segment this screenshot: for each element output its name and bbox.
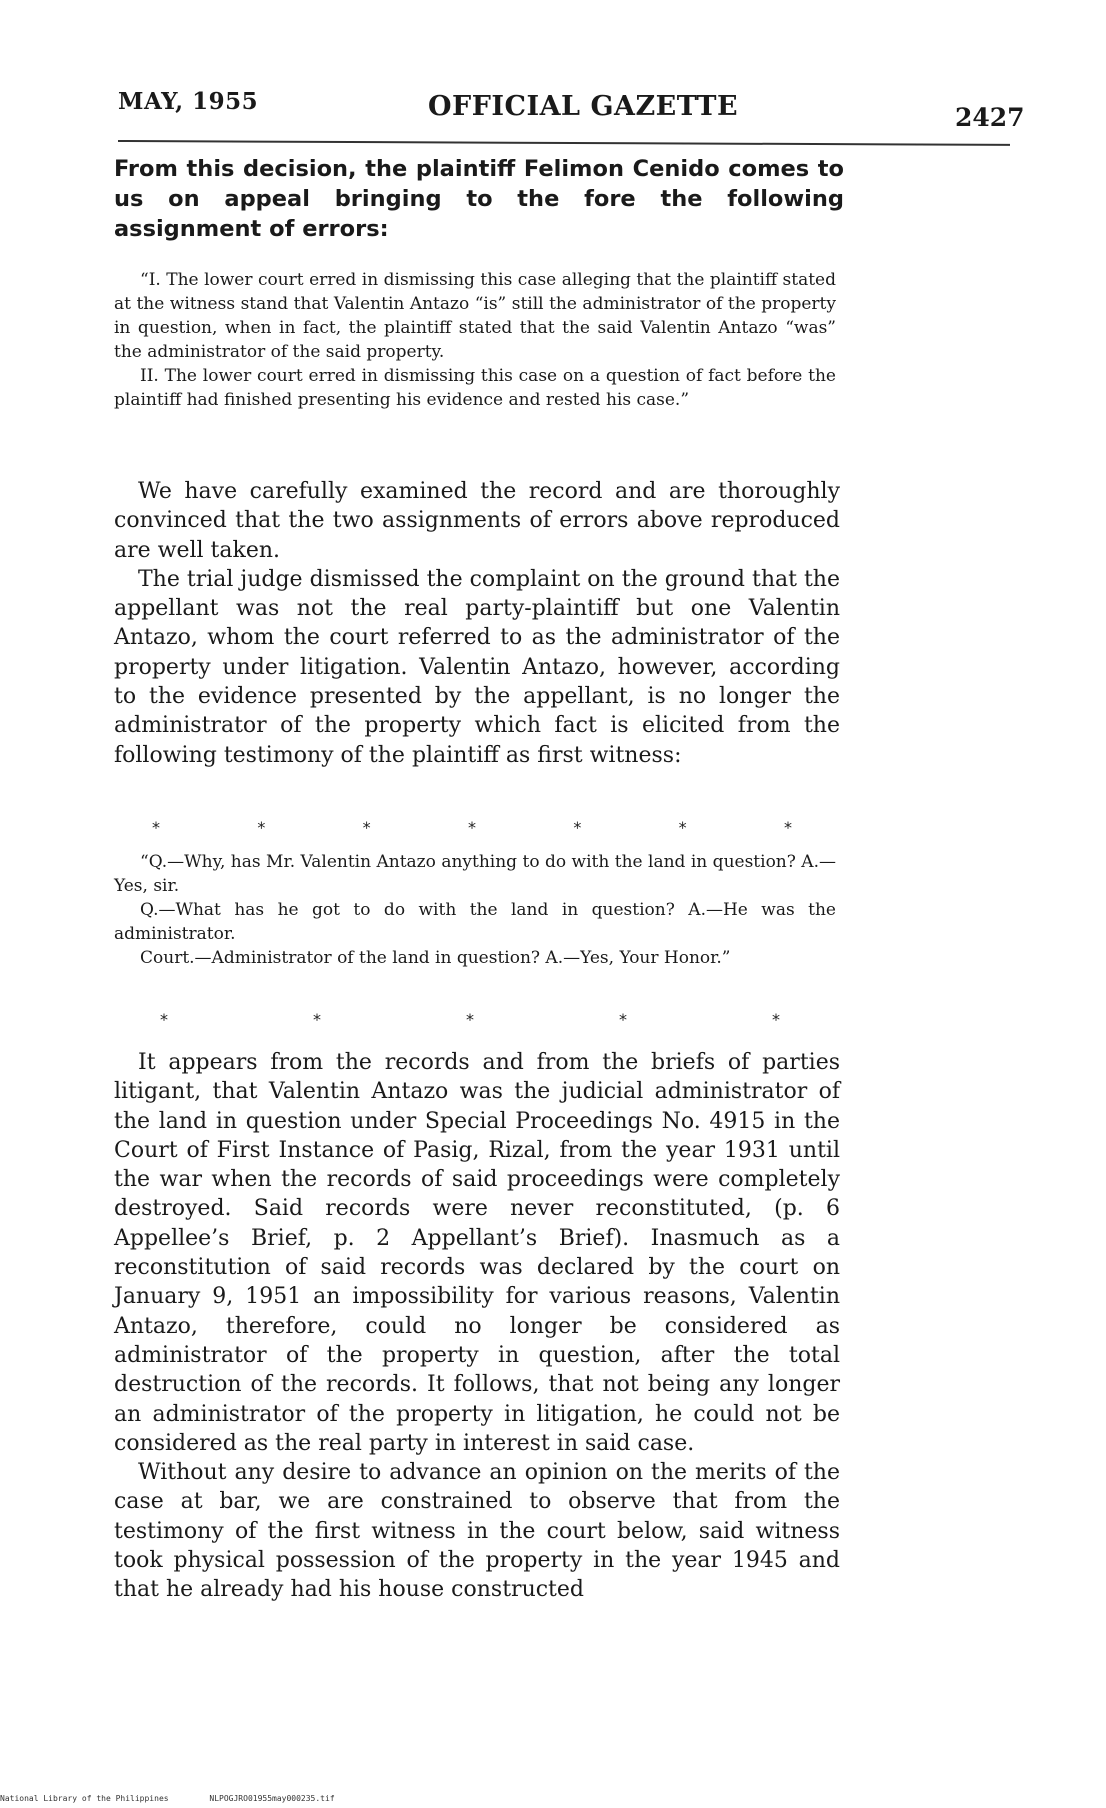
star: * bbox=[783, 818, 792, 837]
ellipsis-stars bbox=[152, 818, 792, 837]
star: * bbox=[160, 1010, 168, 1029]
star: * bbox=[678, 818, 687, 837]
star: * bbox=[362, 818, 371, 837]
ellipsis-stars bbox=[160, 1010, 780, 1029]
header-date: MAY, 1955 bbox=[118, 88, 259, 115]
star: * bbox=[152, 818, 160, 837]
star: * bbox=[619, 1010, 627, 1029]
footer-library: National Library of the Philippines bbox=[0, 1794, 169, 1803]
body-paragraph: Without any desire to advance an opinion on the merits of the case at bar, we are constrained to observe that from the testimony of the first witness in the court below, said witness took physical possession of the property in the year 1945 and that he already had his house constructed bbox=[114, 1460, 840, 1603]
testimony-line: Court.—Administrator of the land in question? A.—Yes, Your Honor.” bbox=[140, 948, 731, 968]
scan-footer bbox=[0, 1794, 371, 1803]
body-section-1 bbox=[114, 477, 840, 770]
lead-paragraph: From this decision, the plaintiff Felimon Cenido comes to us on appeal bringing to the fore the following assignment of errors: bbox=[114, 156, 844, 242]
star: * bbox=[466, 1010, 474, 1029]
testimony-quote bbox=[114, 850, 836, 970]
header-title: OFFICIAL GAZETTE bbox=[428, 91, 739, 122]
star: * bbox=[573, 818, 582, 837]
assignment-error-2: II. The lower court erred in dismissing this case on a question of fact before the plaintiff had finished presenting his evidence and rested his case.” bbox=[114, 366, 836, 410]
body-paragraph: It appears from the records and from the briefs of parties litigant, that Valentin Antazo was the judicial administrator of the land in question under Special Proceedings No. 4915 in the Court of First Instance of Pasig, Rizal, from the year 1931 until the war when the records of said proceedings were completely destroyed. Said records were never reconstituted, (p. 6 Appellee’s Brief, p. 2 Appellant’s Brief). Inasmuch as a reconstitution of said records was declared by the court on January 9, 1951 an impossibility for various reasons, Valentin Antazo, therefore, could no longer be considered as administrator of the property in question, after the total destruction of the records. It follows, that not being any longer an administrator of the property in litigation, he could not be considered as the real party in interest in said case. bbox=[114, 1050, 840, 1456]
header-rule bbox=[118, 140, 1010, 146]
body-paragraph: The trial judge dismissed the complaint on the ground that the appellant was not the real party-plaintiff but one Valentin Antazo, whom the court referred to as the administrator of the property under litigation. Valentin Antazo, however, according to the evidence presented by the appellant, is no longer the administrator of the property which fact is elicited from the following testimony of the plaintiff as first witness: bbox=[114, 566, 840, 768]
star: * bbox=[772, 1010, 780, 1029]
star: * bbox=[313, 1010, 321, 1029]
testimony-line: Q.—What has he got to do with the land in question? A.—He was the administrator. bbox=[114, 900, 836, 944]
body-section-2 bbox=[114, 1048, 840, 1605]
footer-file-id: NLPOGJRO01955may000235.tif bbox=[209, 1794, 335, 1803]
star: * bbox=[257, 818, 266, 837]
star: * bbox=[467, 818, 476, 837]
assignment-of-errors-quote bbox=[114, 268, 836, 412]
header-page-number: 2427 bbox=[955, 103, 1025, 132]
assignment-error-1: “I. The lower court erred in dismissing this case alleging that the plaintiff stated at the witness stand that Valentin Antazo “is” still the administrator of the property in question, when in fact, the plaintiff stated that the said Valentin Antazo “was” the administrator of the said property. bbox=[114, 270, 836, 362]
testimony-line: “Q.—Why, has Mr. Valentin Antazo anything to do with the land in question? A.—Yes, sir. bbox=[114, 852, 836, 896]
body-paragraph: We have carefully examined the record and are thoroughly convinced that the two assignments of errors above reproduced are well taken. bbox=[114, 479, 840, 563]
